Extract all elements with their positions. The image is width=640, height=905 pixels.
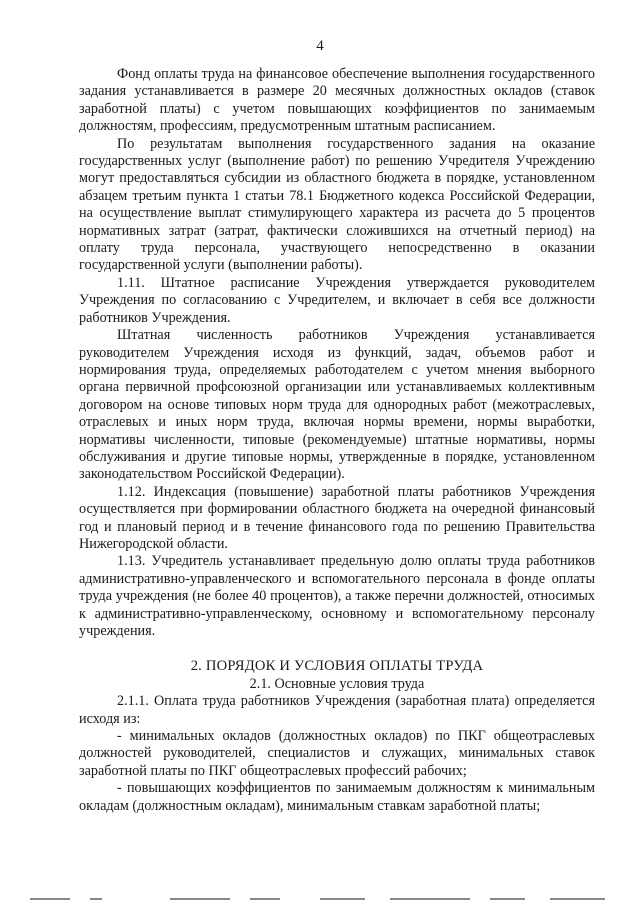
section-title: 2. ПОРЯДОК И УСЛОВИЯ ОПЛАТЫ ТРУДА <box>190 658 484 675</box>
scan-edge-artifact <box>20 896 620 902</box>
list-item-minimal-salaries: - минимальных окладов (должностных окладов) по ПКГ общеотраслевых должностей руководителей, специалистов и служащих, минимальных ставок заработной платы по ПКГ общеотраслевых профессий рабочих; <box>79 728 595 779</box>
paragraph-subsidies: По результатам выполнения государственного задания на оказание государственных услуг (выполнение работ) по решению Учредителя Учреждению могут предоставляться субсидии из областного бюджета в порядке, установленном абзацем третьим пункта 1 статьи 78.1 Бюджетного кодекса Российской Федерации, на осуществление выплат стимулирующего характера из расчета до 5 процентов нормативных затрат (затрат, фактически сложившихся на отчетный период) на оплату труда персонала, участвующего непосредственно в оказании государственной услуги (выполнении работы). <box>79 135 595 274</box>
list-item-raising-coefficients: - повышающих коэффициентов по занимаемым должностям к минимальным окладам (должностным окладам), минимальным ставкам заработной платы; <box>79 780 595 814</box>
page-number: 4 <box>316 38 324 54</box>
paragraph-1-13-payroll-share: 1.13. Учредитель устанавливает предельную долю оплаты труда работников административно-управленческого и вспомогательного персонала в фонде оплаты труда учреждения (не более 40 процентов), а также перечни должностей, относимых к административно-управленческому, основному и вспомогательному персоналу учреждения. <box>79 553 595 639</box>
paragraph-1-11-staff-schedule: 1.11. Штатное расписание Учреждения утверждается руководителем Учреждения по согласованию с Учредителем, и включает в себя все должности работников Учреждения. <box>79 274 595 326</box>
paragraph-1-12-indexation: 1.12. Индексация (повышение) заработной платы работников Учреждения осуществляется при формировании областного бюджета на очередной финансовый год и плановый период и в течение финансового года по решению Правительства Нижегородской области. <box>79 483 595 552</box>
document-body <box>79 66 595 815</box>
paragraph-2-1-1-pay-basis: 2.1.1. Оплата труда работников Учреждения (заработная плата) определяется исходя из: <box>79 693 595 727</box>
subsection-title: 2.1. Основные условия труда <box>249 675 425 692</box>
paragraph-payroll-fund: Фонд оплаты труда на финансовое обеспечение выполнения государственного задания устанавливается в размере 20 месячных должностных окладов (ставок заработной платы) с учетом повышающих коэффициентов по занимаемым должностям, профессиям, предусмотренным штатным расписанием. <box>79 66 595 135</box>
paragraph-staff-numbers: Штатная численность работников Учреждения устанавливается руководителем Учреждения исходя из функций, задач, объемов работ и нормирования труда, определяемых работодателем с учетом мнения выборного органа первичной профсоюзной организации или устанавливаемых коллективным договором на основе типовых норм труда для однородных работ (межотраслевых, отраслевых и иных норм труда, включая нормы времени, нормы выработки, нормативы численности, типовые (рекомендуемые) штатные нормативы, нормы обслуживания и другие типовые нормы, утвержденные в порядке, установленном законодательством Российской Федерации). <box>79 327 595 483</box>
